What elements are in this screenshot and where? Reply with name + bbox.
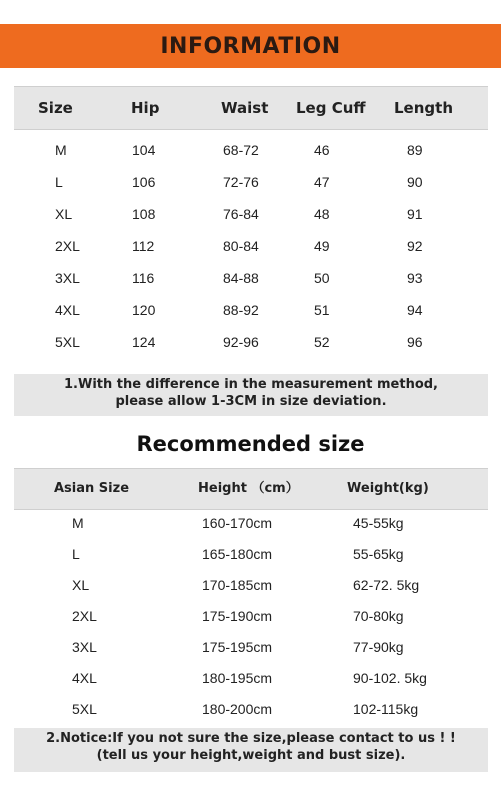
cell-hip: 104 bbox=[132, 142, 156, 158]
table-row bbox=[0, 134, 501, 166]
header-weight: Weight(kg) bbox=[347, 481, 429, 496]
cell-leg-cuff: 50 bbox=[314, 270, 330, 286]
table-row bbox=[0, 569, 501, 601]
cell-leg-cuff: 52 bbox=[314, 334, 330, 350]
table-row bbox=[0, 294, 501, 326]
measurement-note-line-2: please allow 1-3CM in size deviation. bbox=[115, 394, 387, 409]
cell-hip: 108 bbox=[132, 206, 156, 222]
contact-notice bbox=[14, 728, 488, 772]
recommended-size-title: Recommended size bbox=[136, 432, 365, 456]
information-banner bbox=[0, 24, 501, 68]
table-row bbox=[0, 631, 501, 663]
cell-length: 96 bbox=[407, 334, 423, 350]
cell-asian-size: L bbox=[72, 546, 80, 562]
cell-length: 94 bbox=[407, 302, 423, 318]
size-table-header bbox=[14, 86, 488, 130]
table-row bbox=[0, 693, 501, 725]
cell-waist: 68-72 bbox=[223, 142, 259, 158]
cell-waist: 88-92 bbox=[223, 302, 259, 318]
cell-hip: 116 bbox=[132, 270, 155, 286]
cell-height: 165-180cm bbox=[202, 546, 273, 562]
cell-height: 180-200cm bbox=[202, 701, 273, 717]
cell-height: 160-170cm bbox=[202, 515, 273, 531]
cell-weight: 45-55kg bbox=[353, 515, 404, 531]
table-row bbox=[0, 600, 501, 632]
cell-size: 4XL bbox=[55, 302, 80, 318]
cell-asian-size: XL bbox=[72, 577, 90, 593]
table-row bbox=[0, 262, 501, 294]
cell-asian-size: 5XL bbox=[72, 701, 97, 717]
cell-length: 90 bbox=[407, 174, 423, 190]
cell-height: 175-195cm bbox=[202, 639, 273, 655]
cell-hip: 120 bbox=[132, 302, 156, 318]
table-row bbox=[0, 507, 501, 539]
cell-weight: 90-102. 5kg bbox=[353, 670, 427, 686]
recommended-table-header bbox=[14, 468, 488, 510]
cell-asian-size: 2XL bbox=[72, 608, 97, 624]
cell-waist: 80-84 bbox=[223, 238, 259, 254]
table-row bbox=[0, 166, 501, 198]
banner-title: INFORMATION bbox=[160, 33, 341, 59]
cell-length: 91 bbox=[407, 206, 423, 222]
header-size: Size bbox=[38, 99, 73, 117]
table-row bbox=[0, 326, 501, 358]
header-leg-cuff: Leg Cuff bbox=[296, 99, 366, 117]
cell-size: 2XL bbox=[55, 238, 80, 254]
cell-leg-cuff: 46 bbox=[314, 142, 330, 158]
cell-weight: 62-72. 5kg bbox=[353, 577, 420, 593]
cell-weight: 77-90kg bbox=[353, 639, 404, 655]
table-row bbox=[0, 230, 501, 262]
cell-waist: 72-76 bbox=[223, 174, 259, 190]
cell-asian-size: 4XL bbox=[72, 670, 97, 686]
cell-asian-size: 3XL bbox=[72, 639, 97, 655]
cell-waist: 76-84 bbox=[223, 206, 259, 222]
cell-asian-size: M bbox=[72, 515, 84, 531]
header-asian-size: Asian Size bbox=[54, 481, 130, 496]
cell-length: 93 bbox=[407, 270, 423, 286]
header-hip: Hip bbox=[131, 99, 160, 117]
header-length: Length bbox=[394, 99, 453, 117]
cell-weight: 70-80kg bbox=[353, 608, 404, 624]
cell-hip: 112 bbox=[132, 238, 155, 254]
cell-size: 5XL bbox=[55, 334, 80, 350]
cell-size: XL bbox=[55, 206, 73, 222]
cell-length: 92 bbox=[407, 238, 423, 254]
cell-size: M bbox=[55, 142, 67, 158]
cell-height: 170-185cm bbox=[202, 577, 273, 593]
contact-notice-line-1: 2.Notice:If you not sure the size,please contact to us ! ! bbox=[46, 731, 456, 746]
cell-leg-cuff: 49 bbox=[314, 238, 330, 254]
table-row bbox=[0, 538, 501, 570]
cell-weight: 55-65kg bbox=[353, 546, 404, 562]
cell-hip: 106 bbox=[132, 174, 156, 190]
cell-waist: 84-88 bbox=[223, 270, 259, 286]
header-waist: Waist bbox=[221, 99, 269, 117]
table-row bbox=[0, 198, 501, 230]
cell-size: L bbox=[55, 174, 63, 190]
cell-leg-cuff: 48 bbox=[314, 206, 330, 222]
cell-height: 180-195cm bbox=[202, 670, 273, 686]
cell-waist: 92-96 bbox=[223, 334, 259, 350]
cell-leg-cuff: 51 bbox=[314, 302, 330, 318]
cell-length: 89 bbox=[407, 142, 423, 158]
measurement-note-line-1: 1.With the difference in the measurement method, bbox=[64, 377, 438, 392]
cell-hip: 124 bbox=[132, 334, 156, 350]
cell-leg-cuff: 47 bbox=[314, 174, 330, 190]
cell-weight: 102-115kg bbox=[353, 701, 419, 717]
header-height: Height （cm） bbox=[198, 481, 299, 496]
cell-height: 175-190cm bbox=[202, 608, 273, 624]
measurement-note bbox=[14, 374, 488, 416]
table-row bbox=[0, 662, 501, 694]
cell-size: 3XL bbox=[55, 270, 80, 286]
contact-notice-line-2: (tell us your height,weight and bust size). bbox=[96, 748, 406, 763]
